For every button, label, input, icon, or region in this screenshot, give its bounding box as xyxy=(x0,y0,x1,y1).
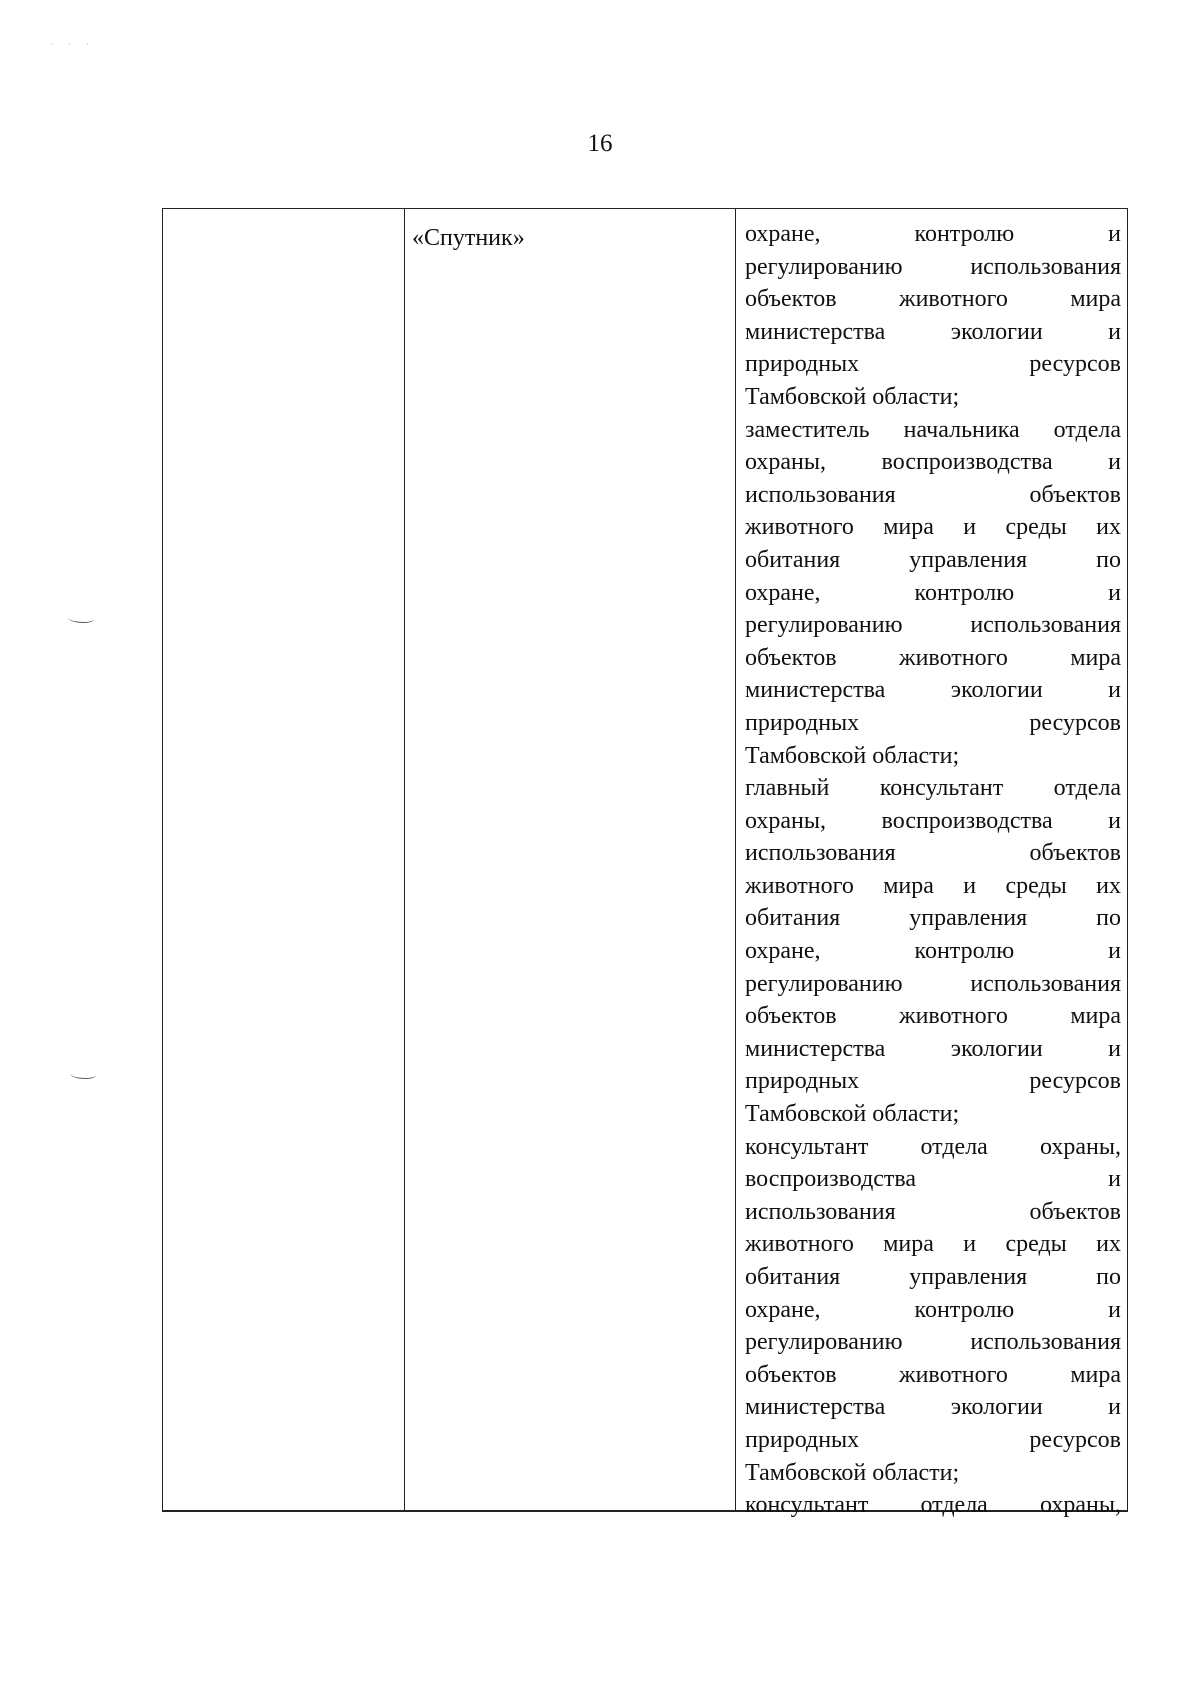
position-line: заместитель начальника отдела xyxy=(745,416,1121,443)
page-number: 16 xyxy=(587,130,613,157)
position-line: охране, контролю и xyxy=(745,579,1121,606)
position-line: природных ресурсов xyxy=(745,1068,1121,1095)
organization-cell: «Спутник» xyxy=(412,225,525,251)
position-line: регулированию использования xyxy=(745,612,1121,639)
position-line: регулированию использования xyxy=(745,1329,1121,1356)
positions-cell xyxy=(745,218,1121,1522)
position-line: животного мира и среды их xyxy=(745,514,1121,541)
position-line: регулированию использования xyxy=(745,253,1121,280)
position-line: Тамбовской области; xyxy=(745,1459,960,1486)
position-line: природных ресурсов xyxy=(745,351,1121,378)
position-line: консультант отдела охраны, xyxy=(745,1133,1121,1160)
column-divider xyxy=(404,209,405,1510)
position-line: объектов животного мира xyxy=(745,644,1121,671)
position-line: министерства экологии и xyxy=(745,318,1121,345)
position-line: охраны, воспроизводства и xyxy=(745,807,1121,834)
position-line: охране, контролю и xyxy=(745,221,1121,247)
position-line: Тамбовской области; xyxy=(745,742,960,769)
position-line: обитания управления по xyxy=(745,905,1121,932)
position-line: охране, контролю и xyxy=(745,1296,1121,1323)
position-line: охраны, воспроизводства и xyxy=(745,449,1121,476)
position-line: главный консультант отдела xyxy=(745,775,1121,802)
position-line: объектов животного мира xyxy=(745,1361,1121,1388)
column-divider xyxy=(735,209,736,1510)
position-line: Тамбовской области; xyxy=(745,383,960,410)
position-line: объектов животного мира xyxy=(745,1003,1121,1030)
document-table xyxy=(162,208,1128,1519)
position-line: объектов животного мира xyxy=(745,286,1121,313)
scan-artifact: · · · xyxy=(50,40,95,51)
position-line: охране, контролю и xyxy=(745,938,1121,965)
position-line: использования объектов xyxy=(745,840,1121,867)
position-line: животного мира и среды их xyxy=(745,1231,1121,1258)
position-line: природных ресурсов xyxy=(745,1426,1121,1453)
position-line: обитания управления по xyxy=(745,1264,1121,1290)
position-line: министерства экологии и xyxy=(745,1035,1121,1062)
margin-mark xyxy=(70,1070,96,1079)
position-line: Тамбовской области; xyxy=(745,1101,960,1128)
position-line: консультант отдела охраны, xyxy=(745,1492,1121,1519)
position-line: регулированию использования xyxy=(745,970,1121,997)
position-line: использования объектов xyxy=(745,481,1121,508)
margin-mark xyxy=(68,614,94,623)
position-line: министерства экологии и xyxy=(745,1394,1121,1421)
position-line: обитания управления по xyxy=(745,546,1121,573)
position-line: природных ресурсов xyxy=(745,709,1121,736)
position-line: животного мира и среды их xyxy=(745,872,1121,899)
position-line: воспроизводства и xyxy=(745,1166,1121,1193)
position-line: использования объектов xyxy=(745,1198,1121,1225)
position-line: министерства экологии и xyxy=(745,677,1121,704)
